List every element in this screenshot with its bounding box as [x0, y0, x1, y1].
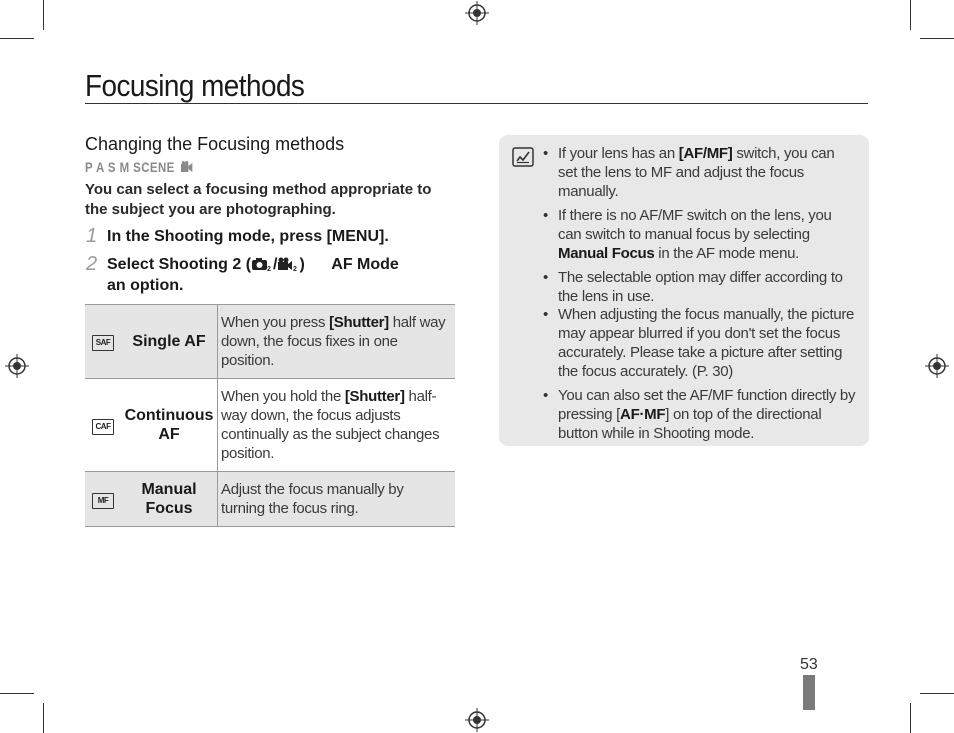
single-af-icon: SAF [85, 305, 121, 379]
crop-mark [43, 703, 44, 733]
table-row [85, 305, 455, 379]
registration-mark-icon [465, 708, 489, 732]
step-number: 1 [86, 225, 98, 247]
note-item: • If your lens has an [AF/MF] switch, you can set the lens to MF and adjust the focus manually. [558, 144, 856, 201]
af-mode-description: Adjust the focus manually by turning the focus ring. [218, 472, 456, 527]
crop-mark [910, 0, 911, 30]
page-number: 53 [800, 656, 818, 673]
camera-shooting-icon [251, 256, 273, 272]
crop-mark [910, 703, 911, 733]
crop-mark [920, 693, 954, 694]
af-mode-label: Single AF [121, 305, 218, 379]
af-mode-description: When you hold the [Shutter] half-way down, the focus adjusts continually as the subject changes position. [218, 379, 456, 472]
table-row [85, 472, 455, 527]
note-item: • You can also set the AF/MF function directly by pressing [AF·MF] on top of the directional button while in Shooting mode. [558, 386, 856, 443]
page-title: Focusing methods [85, 68, 305, 103]
note-item: • If there is no AF/MF switch on the lens, you can switch to manual focus by selecting Manual Focus in the AF mode menu. [558, 206, 856, 263]
crop-mark [920, 38, 954, 39]
svg-text:2: 2 [267, 266, 271, 272]
mode-list [85, 159, 192, 175]
svg-text:2: 2 [293, 266, 298, 272]
intro-text: You can select a focusing method appropriate to the subject you are photographing. [85, 181, 432, 218]
step-2-text: Select Shooting 2 ( 2 / 2 ) AF Mode an option. [107, 256, 399, 294]
mode-letters: P A S M SCENE [85, 159, 175, 175]
registration-mark-icon [465, 1, 489, 25]
step-number: 2 [86, 253, 98, 275]
registration-mark-icon [925, 354, 949, 378]
note-box [499, 135, 869, 446]
crop-mark [43, 0, 44, 30]
crop-mark [0, 693, 34, 694]
table-row [85, 379, 455, 472]
step-1-text: In the Shooting mode, press [MENU]. [107, 228, 389, 245]
focus-mode-table [85, 304, 455, 527]
af-mode-label: Manual Focus [121, 472, 218, 527]
manual-focus-icon: MF [85, 472, 121, 527]
registration-mark-icon [5, 354, 29, 378]
continuous-af-icon: CAF [85, 379, 121, 472]
movie-mode-icon [181, 161, 192, 173]
note-item: • The selectable option may differ according to the lens in use. [558, 268, 856, 306]
title-divider [85, 103, 868, 104]
note-item: • When adjusting the focus manually, the picture may appear blurred if you don't set the focus accurately. Please take a picture after setting the focus accurately. (P. 30) [558, 305, 856, 381]
af-mode-description: When you press [Shutter] half way down, the focus fixes in one position. [218, 305, 456, 379]
movie-shooting-icon [277, 256, 299, 272]
af-mode-label: Continuous AF [121, 379, 218, 472]
crop-mark [0, 38, 34, 39]
page-marker-bar [803, 675, 815, 710]
note-icon [512, 147, 535, 168]
section-title: Changing the Focusing methods [85, 134, 345, 154]
